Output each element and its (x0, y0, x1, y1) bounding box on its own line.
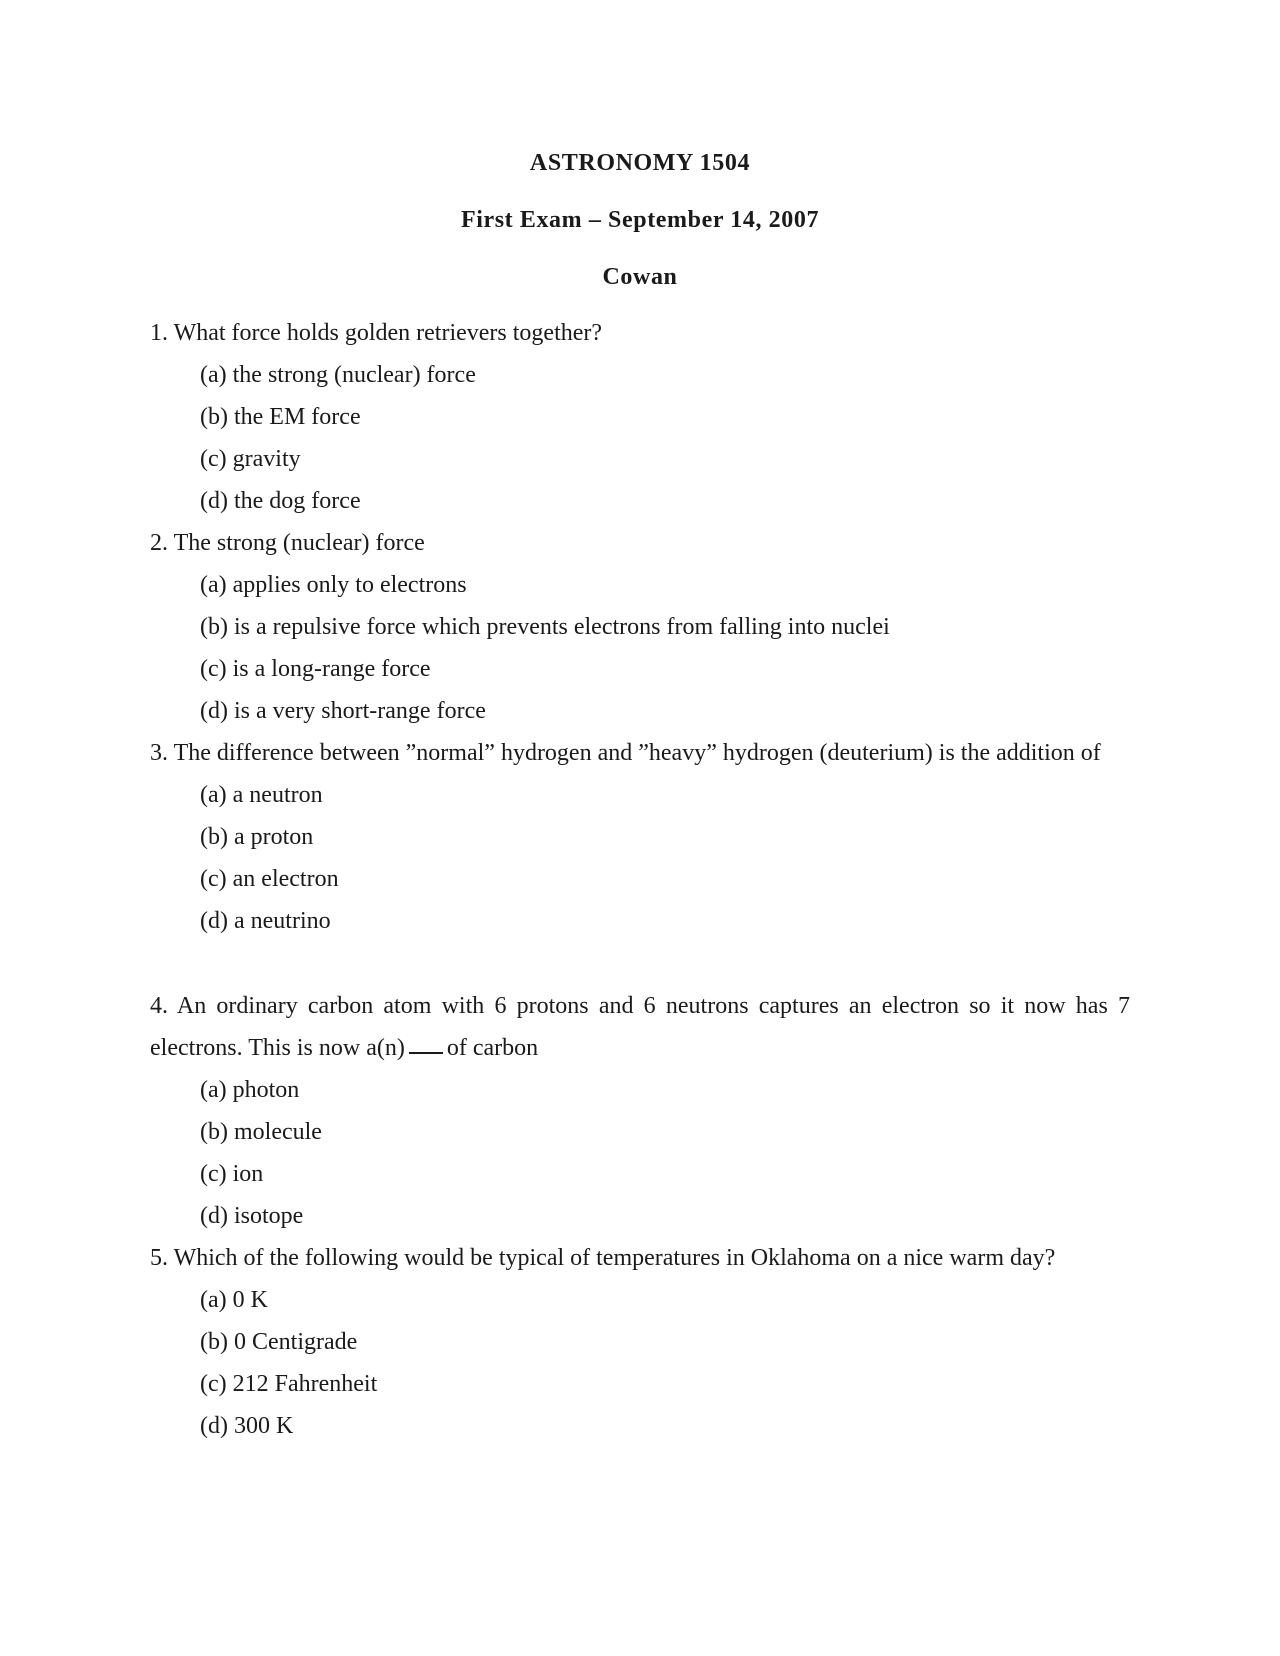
question-1-stem: 1. What force holds golden retrievers together? (150, 320, 603, 346)
question-3 (150, 732, 1130, 942)
option-5d: (d) 300 K (200, 1413, 294, 1439)
exam-title: First Exam – September 14, 2007 (460, 207, 820, 233)
option-3a: (a) a neutron (200, 782, 323, 808)
option-4a: (a) photon (200, 1077, 300, 1103)
option-2c: (c) is a long-range force (200, 656, 431, 682)
question-4-options (150, 1069, 1130, 1237)
instructor-name: Cowan (602, 264, 678, 290)
option-3d: (d) a neutrino (200, 908, 331, 934)
question-5 (150, 1237, 1130, 1447)
question-5-stem: 5. Which of the following would be typical of temperatures in Oklahoma on a nice warm day? (150, 1245, 1056, 1271)
answer-blank (409, 1052, 443, 1054)
option-1d: (d) the dog force (200, 488, 361, 514)
option-2d: (d) is a very short-range force (200, 698, 486, 724)
course-title: ASTRONOMY 1504 (529, 150, 751, 176)
option-3c: (c) an electron (200, 866, 339, 892)
option-5b: (b) 0 Centigrade (200, 1329, 358, 1355)
option-4b: (b) molecule (200, 1119, 322, 1145)
option-1c: (c) gravity (200, 446, 301, 472)
option-2b: (b) is a repulsive force which prevents electrons from falling into nuclei (200, 614, 890, 640)
option-4c: (c) ion (200, 1161, 264, 1187)
option-5c: (c) 212 Fahrenheit (200, 1371, 378, 1397)
question-2-stem: 2. The strong (nuclear) force (150, 530, 425, 556)
question-1-options (150, 354, 1130, 522)
question-2 (150, 522, 1130, 732)
option-1a: (a) the strong (nuclear) force (200, 362, 476, 388)
option-5a: (a) 0 K (200, 1287, 268, 1313)
option-2a: (a) applies only to electrons (200, 572, 467, 598)
question-4-stem (150, 985, 1130, 1069)
question-4 (150, 985, 1130, 1237)
question-5-options (150, 1279, 1130, 1447)
question-2-options (150, 564, 1130, 732)
question-4-stem-text: 4. An ordinary carbon atom with 6 protons and 6 neutrons captures an electron so it now has 7 electrons. This is now a(n) (150, 993, 1130, 1061)
option-1b: (b) the EM force (200, 404, 361, 430)
question-1 (150, 312, 1130, 522)
option-3b: (b) a proton (200, 824, 314, 850)
question-4-stem-end: of carbon (446, 1035, 539, 1061)
question-3-stem: 3. The difference between ”normal” hydrogen and ”heavy” hydrogen (deuterium) is the addition of (150, 740, 1101, 766)
option-4d: (d) isotope (200, 1203, 304, 1229)
question-3-options (150, 774, 1130, 942)
